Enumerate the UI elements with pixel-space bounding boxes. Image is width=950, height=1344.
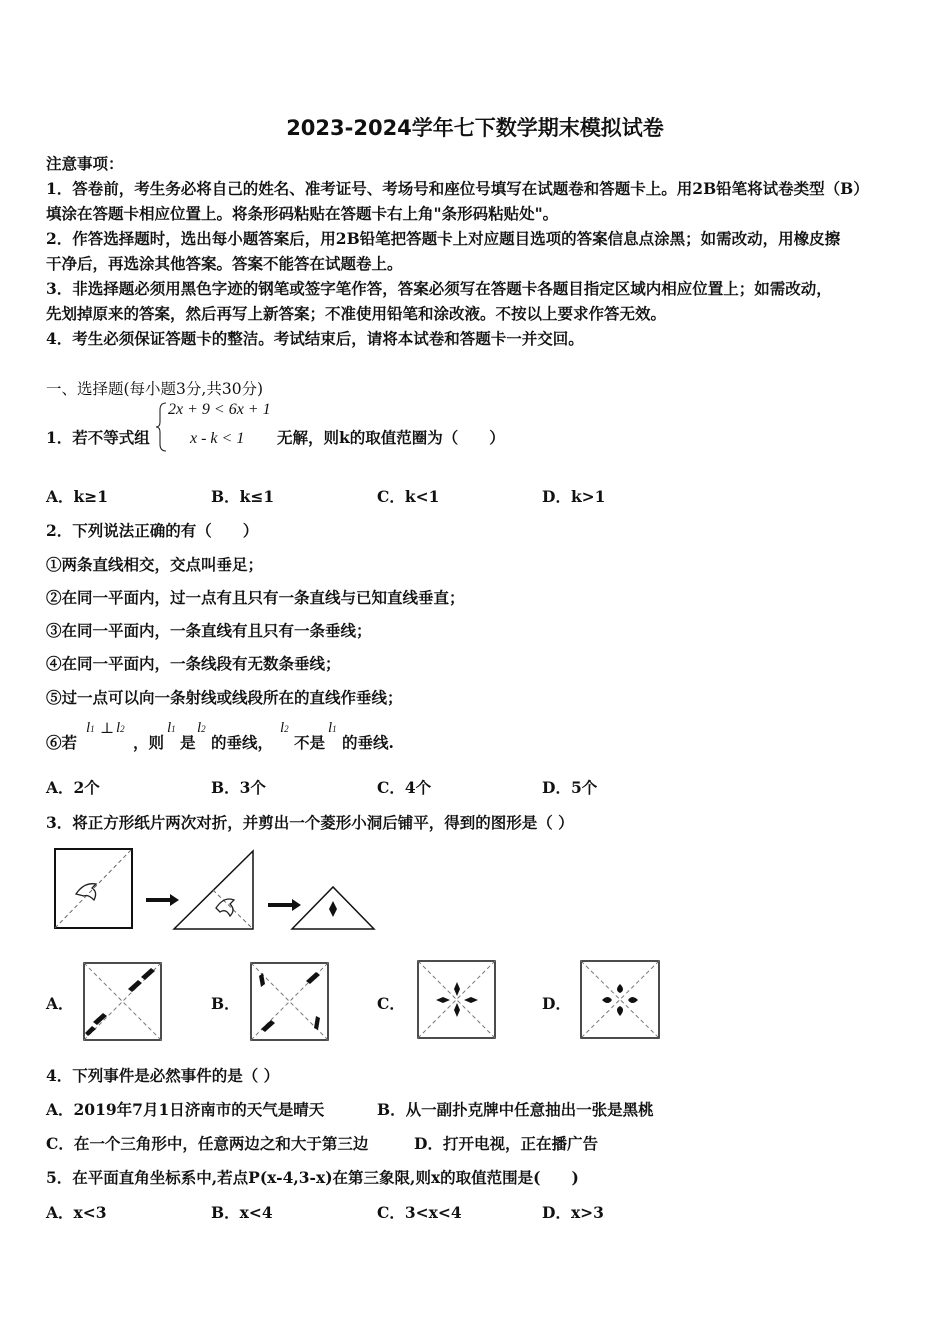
q1-option-d: D．k>1 [542, 487, 606, 506]
q5-option-b: B．x<4 [211, 1203, 273, 1222]
notice-line: 先划掉原来的答案，然后再写上新答案；不准使用铅笔和涂改液。不按以上要求作答无效。 [46, 304, 667, 323]
q2-item6-text: 是 [180, 733, 196, 752]
q2-item6-text: 不是 [294, 733, 326, 752]
q2-l2: l2 [116, 720, 125, 736]
notice-line: 3．非选择题必须用黑色字迹的钢笔或签字笔作答，答案必须写在答题卡各题目指定区域内相应位置上；如需改动， [46, 279, 832, 298]
q5-option-c: C．3<x<4 [377, 1203, 462, 1222]
q1-inequality-2: x - k < 1 [190, 430, 245, 447]
q2-l1: l1 [86, 720, 95, 736]
q2-item: ②在同一平面内，过一点有且只有一条直线与已知直线垂直； [46, 588, 465, 607]
folding-step-triangle [172, 850, 256, 930]
folding-step-square [54, 848, 134, 930]
system-brace [155, 402, 169, 452]
q2-option-d: D．5个 [542, 778, 598, 797]
q3-option-b-label: B． [211, 994, 240, 1013]
q2-item: ③在同一平面内，一条直线有且只有一条垂线； [46, 621, 372, 640]
q3-option-b-figure [250, 962, 330, 1042]
q3-option-a-label: A． [46, 994, 74, 1013]
q5-option-d: D．x>3 [542, 1203, 604, 1222]
q2-l2: l2 [197, 720, 206, 736]
q3-option-a-figure [83, 962, 163, 1042]
q1-inequality-1: 2x + 9 < 6x + 1 [168, 401, 271, 418]
q2-option-b: B．3个 [211, 778, 266, 797]
q5-stem: 5．在平面直角坐标系中,若点P(x-4,3-x)在第三象限,则x的取值范围是( ) [46, 1168, 579, 1187]
q3-option-d-figure [580, 960, 662, 1040]
q4-option-a: A．2019年7月1日济南市的天气是晴天 [46, 1100, 325, 1119]
q2-option-c: C．4个 [377, 778, 432, 797]
q4-option-d: D．打开电视，正在播广告 [414, 1134, 598, 1153]
q2-option-a: A．2个 [46, 778, 100, 797]
q2-item: ①两条直线相交，交点叫垂足； [46, 555, 264, 574]
notice-heading: 注意事项： [46, 154, 124, 173]
q3-option-c-figure [417, 960, 497, 1040]
q2-item: ④在同一平面内，一条线段有无数条垂线； [46, 654, 341, 673]
q2-l1: l1 [328, 720, 337, 736]
q1-option-c: C．k<1 [377, 487, 440, 506]
notice-line: 4．考生必须保证答题卡的整洁。考试结束后，请将本试卷和答题卡一并交回。 [46, 329, 584, 348]
q2-item: ⑤过一点可以向一条射线或线段所在的直线作垂线； [46, 688, 403, 707]
q2-stem: 2．下列说法正确的有（ ） [46, 521, 259, 540]
q4-option-c: C．在一个三角形中，任意两边之和大于第三边 [46, 1134, 369, 1153]
q4-option-b: B．从一副扑克牌中任意抽出一张是黑桃 [377, 1100, 654, 1119]
notice-line: 干净后，再选涂其他答案。答案不能答在试题卷上。 [46, 254, 403, 273]
q1-option-b: B．k≤1 [211, 487, 275, 506]
q2-l2: l2 [280, 720, 289, 736]
q4-stem: 4．下列事件是必然事件的是（ ） [46, 1066, 280, 1085]
q1-suffix: 无解，则k的取值范圈为（ ） [277, 428, 505, 447]
notice-line: 1．答卷前，考生务必将自己的姓名、准考证号、考场号和座位号填写在试题卷和答题卡上。用2B铅笔将试卷类型（B） [46, 179, 869, 198]
q2-item6-text: 的垂线. [342, 733, 394, 752]
section-heading: 一、选择题(每小题3分,共30分) [46, 380, 264, 398]
q5-option-a: A．x<3 [46, 1203, 107, 1222]
q1-prefix: 1．若不等式组 [46, 428, 150, 447]
q3-option-c-label: C． [377, 994, 405, 1013]
q2-item6-text: 的垂线， [211, 733, 274, 752]
page-title: 2023-2024学年七下数学期末模拟试卷 [286, 116, 664, 140]
notice-line: 2．作答选择题时，选出每小题答案后，用2B铅笔把答题卡上对应题目选项的答案信息点涂黑；如需改动，用橡皮擦 [46, 229, 841, 248]
folding-step-half-triangle [290, 885, 376, 931]
q2-item6-text: ，则 [133, 733, 165, 752]
q3-option-d-label: D． [542, 994, 571, 1013]
q3-stem: 3．将正方形纸片两次对折，并剪出一个菱形小洞后铺平，得到的图形是（ ） [46, 813, 574, 832]
perpendicular-symbol: ⊥ [100, 719, 115, 737]
notice-line: 填涂在答题卡相应位置上。将条形码粘贴在答题卡右上角"条形码粘贴处"。 [46, 204, 559, 223]
q1-option-a: A．k≥1 [46, 487, 109, 506]
q2-l1: l1 [167, 720, 176, 736]
q2-item6-prefix: ⑥若 [46, 733, 78, 752]
